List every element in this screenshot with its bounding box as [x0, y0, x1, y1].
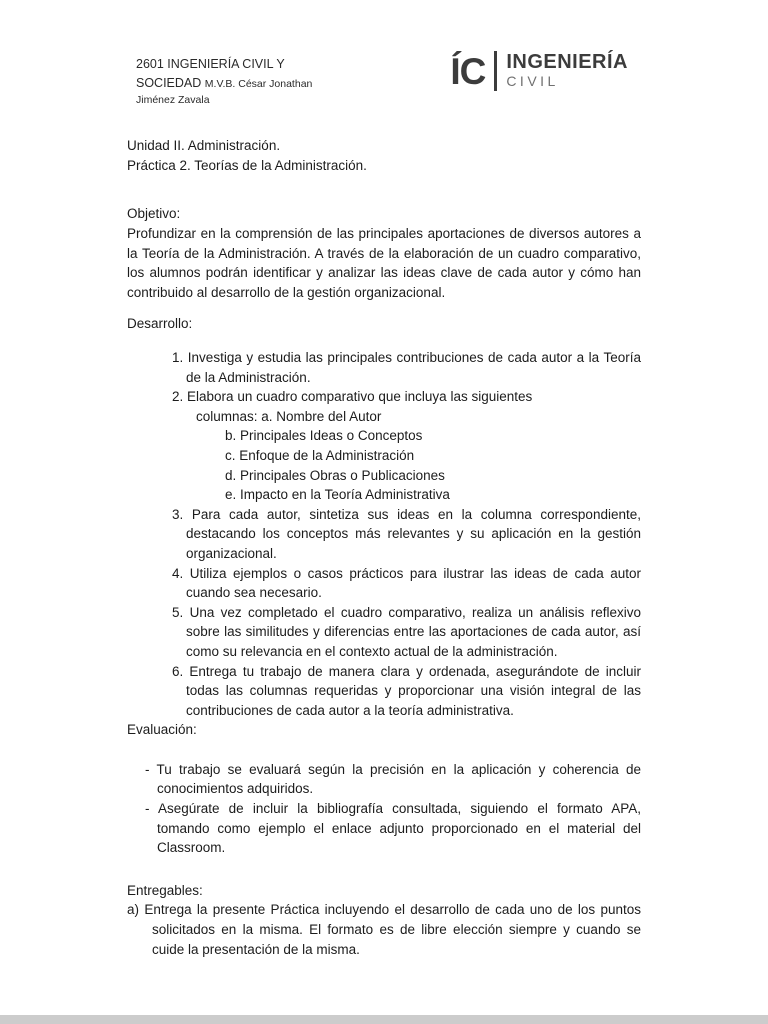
list-item-4	[127, 564, 641, 603]
item-text: Entrega tu trabajo de manera clara y ordenada, asegurándote de incluir todas las columnas requeridas y proporcionar una visión integral de las contribuciones de cada autor a la teoría administrativa.	[186, 663, 641, 718]
item-text: Para cada autor, sintetiza sus ideas en la columna correspondiente, destacando los conceptos más relevantes y su aplicación en la gestión organizacional.	[186, 506, 641, 561]
item-text: Investiga y estudia las principales contribuciones de cada autor a la Teoría de la Administración.	[186, 350, 641, 385]
course-title-part2: SOCIEDAD	[136, 75, 202, 90]
list-item-2-sub-e: e. Impacto en la Teoría Administrativa	[225, 487, 450, 503]
item-number: 1.	[172, 350, 184, 365]
evaluation-item-1	[127, 760, 641, 799]
ic-logo-mark: ÍC	[450, 50, 486, 92]
objective-paragraph: Profundizar en la comprensión de las principales aportaciones de diversos autores a la Teoría de la Administración. A través de la elaboración de un cuadro comparativo, los alumnos podrán identificar y analizar las ideas clave de cada autor y cómo han contribuido al desarrollo de la gestión organizacional.	[127, 226, 641, 300]
page-bottom-edge	[0, 1015, 768, 1024]
deliverable-item-a	[127, 900, 641, 959]
logo-divider	[494, 51, 497, 91]
item-text: Asegúrate de incluir la bibliografía consultada, siguiendo el formato APA, tomando como ejemplo el enlace adjunto proporcionado en el material del Classroom.	[157, 801, 641, 856]
list-item-2-sub-b: b. Principales Ideas o Conceptos	[225, 428, 423, 444]
item-text: Tu trabajo se evaluará según la precisión en la aplicación y coherencia de conocimientos adquiridos.	[156, 761, 641, 797]
course-title-line2	[136, 74, 312, 93]
development-heading: Desarrollo:	[127, 316, 193, 332]
item-number: 2.	[172, 389, 184, 405]
development-list	[127, 348, 641, 720]
deliverables-section	[127, 881, 641, 959]
development-section	[127, 314, 641, 720]
objective-heading: Objetivo:	[127, 206, 181, 222]
item-number: 4.	[172, 565, 184, 581]
course-info	[136, 55, 312, 108]
list-item-2-continuation: columnas: a. Nombre del Autor	[196, 408, 382, 424]
evaluation-list	[127, 760, 641, 858]
evaluation-item-2	[127, 799, 641, 858]
logo-name: INGENIERÍA	[506, 51, 628, 74]
document-body	[0, 136, 768, 959]
item-text: Elabora un cuadro comparativo que incluya las siguientes	[187, 389, 533, 405]
item-number: 6.	[172, 663, 184, 679]
practice-title: Práctica 2. Teorías de la Administración.	[127, 157, 367, 173]
evaluation-heading: Evaluación:	[127, 722, 197, 738]
ic-logo	[450, 51, 628, 91]
list-item-6	[127, 662, 641, 721]
item-text: Utiliza ejemplos o casos prácticos para ilustrar las ideas de cada autor cuando sea necesario.	[186, 565, 641, 601]
logo-subname: CIVIL	[506, 73, 559, 90]
logo-text-block	[506, 52, 628, 89]
bullet-dash: -	[145, 761, 150, 777]
evaluation-section	[127, 720, 641, 858]
list-item-3	[127, 505, 641, 564]
deliverables-heading: Entregables:	[127, 882, 203, 898]
item-number: 5.	[172, 604, 184, 620]
title-block	[127, 136, 641, 175]
item-text: Una vez completado el cuadro comparativo, realiza un análisis reflexivo sobre las similitudes y diferencias entre las aportaciones de cada autor, así como su relevancia en el contexto actual de la administración.	[186, 604, 641, 659]
list-item-1	[127, 348, 641, 387]
list-item-5	[127, 603, 641, 662]
instructor-name-part1: M.V.B. César Jonathan	[204, 77, 313, 90]
list-item-2-sub-d: d. Principales Obras o Publicaciones	[225, 467, 445, 483]
item-text: Entrega la presente Práctica incluyendo el desarrollo de cada uno de los puntos solicitados en la misma. El formato es de libre elección siempre y cuando se cuide la presentación de la misma.	[144, 902, 641, 957]
list-item-2-sub-c: c. Enfoque de la Administración	[225, 447, 415, 463]
instructor-name-part2: Jiménez Zavala	[136, 93, 210, 106]
unit-title: Unidad II. Administración.	[127, 138, 281, 154]
bullet-dash: -	[145, 801, 150, 817]
item-number: 3.	[172, 506, 184, 522]
list-item-2	[127, 387, 641, 407]
item-marker: a)	[127, 902, 140, 918]
document-header	[0, 0, 768, 108]
objective-section	[127, 204, 641, 302]
course-title-line1: 2601 INGENIERÍA CIVIL Y	[136, 57, 285, 71]
